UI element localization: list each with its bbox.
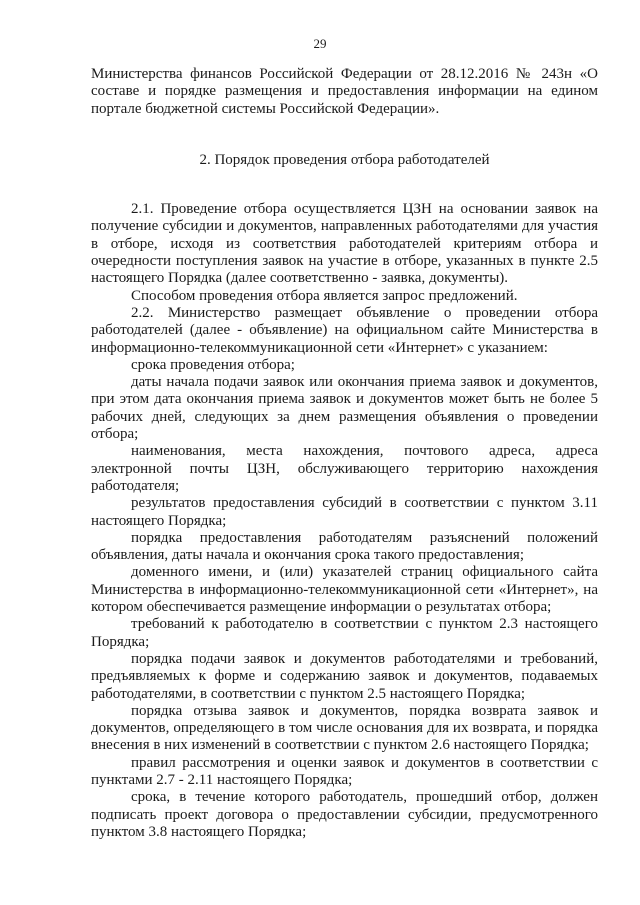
paragraph-selection-method: Способом проведения отбора является запрос предложений. [131, 287, 518, 304]
list-item-selection-period: срока проведения отбора; [131, 356, 295, 373]
page-number: 29 [313, 36, 327, 51]
intro-paragraph: Министерства финансов Российской Федерации от 28.12.2016 № 243н «О составе и порядке размещения и предоставления информации на едином портале бюджетной системы Российской Федерации». [91, 66, 598, 117]
paragraph-2-1: 2.1. Проведение отбора осуществляется ЦЗН на основании заявок на получение субсидии и документов, направленных работодателями для участия в отборе, исходя из соответствия работодателей критериям отбора и очередности поступления заявок на участие в отборе, указанных в пункте 2.5 настоящего Порядка (далее соответственно - заявка, документы). [91, 201, 598, 287]
paragraph-2-2: 2.2. Министерство размещает объявление о проведении отбора работодателей (далее - объявление) на официальном сайте Министерства в информационно-телекоммуникационной сети «Интернет» с указанием: [91, 304, 598, 356]
list-item-submission-procedure: порядка подачи заявок и документов работодателями и требований, предъявляемых к форме и содержанию заявок и документов, подаваемых работодателями, в соответствии с пунктом 2.5 настоящего Порядка; [91, 650, 598, 702]
list-item-contract-deadline: срока, в течение которого работодатель, прошедший отбор, должен подписать проект договора о предоставлении субсидии, предусмотренного пунктом 3.8 настоящего Порядка; [91, 789, 598, 840]
list-item-employer-requirements: требований к работодателю в соответствии с пунктом 2.3 настоящего Порядка; [91, 616, 598, 650]
list-item-withdrawal-procedure: порядка отзыва заявок и документов, порядка возврата заявок и документов, определяющего в том числе основания для их возврата, и порядка внесения в них изменений в соответствии с пунктом 2.6 настоящего Порядка; [91, 702, 598, 754]
section-heading: 2. Порядок проведения отбора работодателей [199, 151, 490, 168]
list-item-application-dates: даты начала подачи заявок или окончания приема заявок и документов, при этом дата окончания приема заявок и документов может быть не более 5 рабочих дней, следующих за днем размещения объявления о проведении отбора; [91, 374, 598, 443]
list-item-czn-contacts: наименования, места нахождения, почтового адреса, адреса электронной почты ЦЗН, обслуживающего территорию нахождения работодателя; [91, 443, 598, 494]
document-body [91, 66, 598, 841]
list-item-clarifications: порядка предоставления работодателям разъяснений положений объявления, даты начала и окончания срока такого предоставления; [91, 529, 598, 564]
list-item-domain-name: доменного имени, и (или) указателей страниц официального сайта Министерства в информационно-телекоммуникационной сети «Интернет», на котором обеспечивается размещение информации о результатах отбора; [91, 564, 598, 616]
list-item-review-rules: правил рассмотрения и оценки заявок и документов в соответствии с пунктами 2.7 - 2.11 настоящего Порядка; [91, 754, 598, 788]
list-item-subsidy-results: результатов предоставления субсидий в соответствии с пунктом 3.11 настоящего Порядка; [91, 495, 598, 529]
